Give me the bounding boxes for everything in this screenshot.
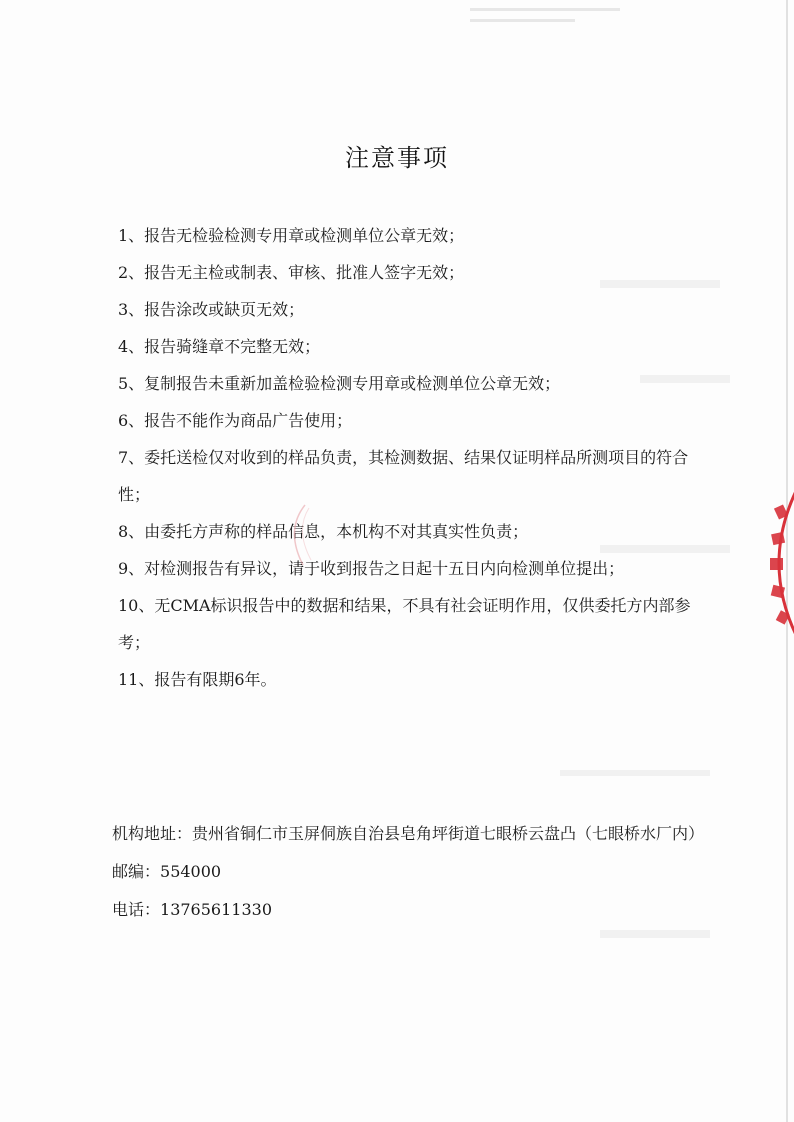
red-seal-stamp bbox=[748, 478, 794, 648]
note-item: 10、无CMA标识报告中的数据和结果，不具有社会证明作用，仅供委托方内部参考； bbox=[118, 596, 691, 652]
note-item: 5、复制报告未重新加盖检验检测专用章或检测单位公章无效； bbox=[118, 374, 561, 393]
scan-ghost-mark bbox=[600, 930, 710, 938]
note-item: 4、报告骑缝章不完整无效； bbox=[118, 337, 321, 356]
note-item: 9、对检测报告有异议，请于收到报告之日起十五日内向检测单位提出； bbox=[118, 559, 625, 578]
phone-value: 13765611330 bbox=[160, 900, 272, 919]
contact-info bbox=[112, 815, 712, 929]
scan-bleed-through bbox=[470, 0, 620, 40]
notes-list bbox=[118, 217, 708, 698]
note-item: 11、报告有限期6年。 bbox=[118, 670, 277, 689]
postcode-value: 554000 bbox=[160, 862, 222, 881]
note-item: 8、由委托方声称的样品信息，本机构不对其真实性负责； bbox=[118, 522, 529, 541]
address-row bbox=[112, 815, 712, 853]
postcode-label: 邮编： bbox=[112, 862, 161, 881]
note-item: 3、报告涂改或缺页无效； bbox=[118, 300, 305, 319]
postcode-row bbox=[112, 853, 712, 891]
note-item: 2、报告无主检或制表、审核、批准人签字无效； bbox=[118, 263, 465, 282]
note-item: 6、报告不能作为商品广告使用； bbox=[118, 411, 353, 430]
phone-label: 电话： bbox=[112, 900, 161, 919]
page-title: 注意事项 bbox=[345, 144, 449, 172]
note-item: 1、报告无检验检测专用章或检测单位公章无效； bbox=[118, 226, 465, 245]
faint-stamp-mark bbox=[275, 500, 335, 570]
address-value: 贵州省铜仁市玉屏侗族自治县皂角坪街道七眼桥云盘凸（七眼桥水厂内） bbox=[192, 824, 705, 843]
address-label: 机构地址： bbox=[112, 824, 193, 843]
scan-ghost-mark bbox=[560, 770, 710, 776]
note-item: 7、委托送检仅对收到的样品负责，其检测数据、结果仅证明样品所测项目的符合性； bbox=[118, 448, 689, 504]
phone-row bbox=[112, 891, 712, 929]
